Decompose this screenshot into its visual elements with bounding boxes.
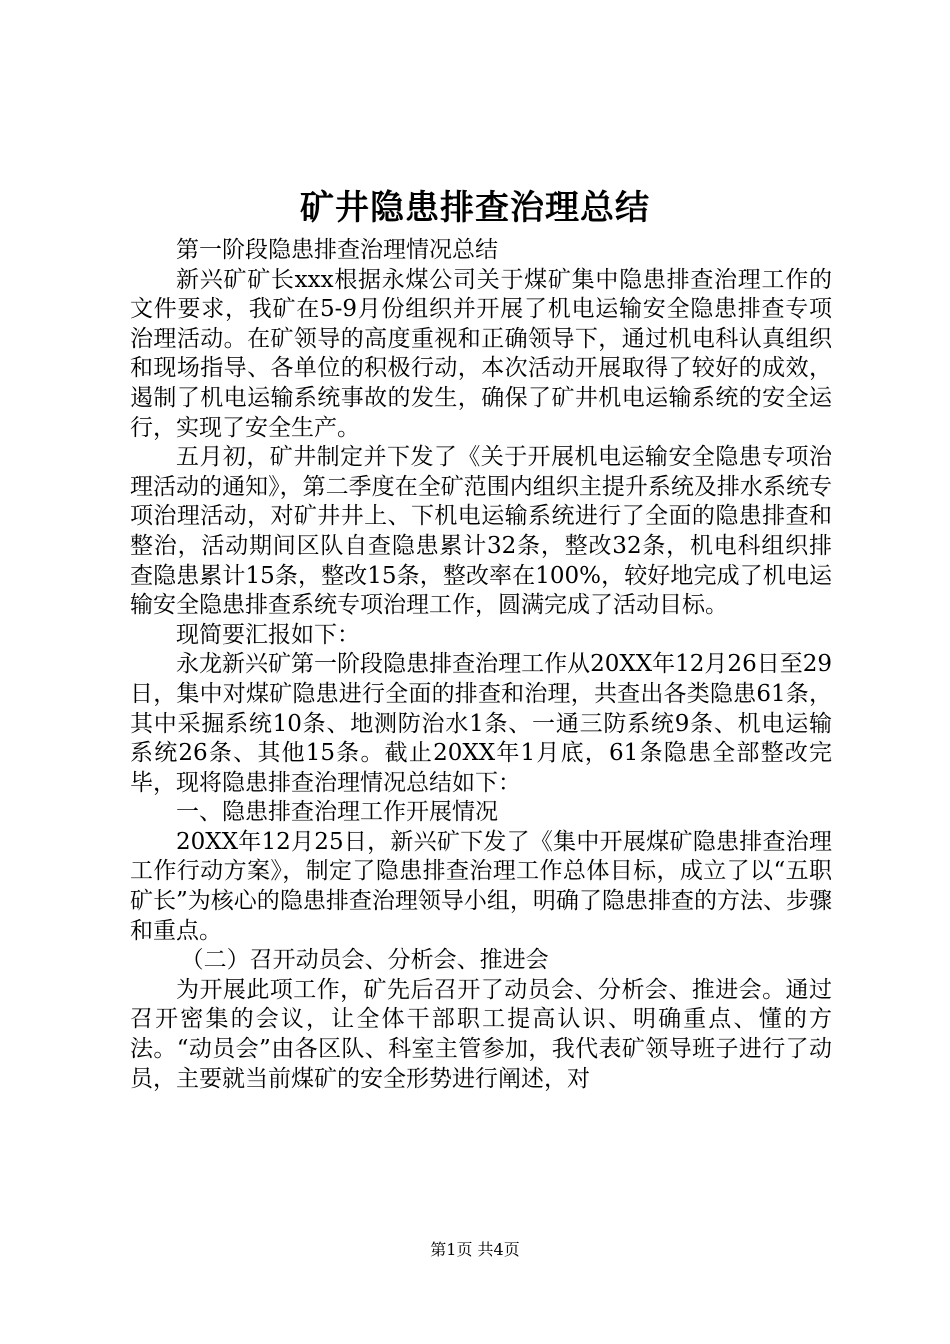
document-body bbox=[130, 236, 832, 1094]
body-paragraph: 20XX年12月25日，新兴矿下发了《集中开展煤矿隐患排查治理工作行动方案》，制定了隐患排查治理工作总体目标，成立了以“五职矿长”为核心的隐患排查治理领导小组，明确了隐患排查的方法、步骤和重点。 bbox=[130, 828, 832, 944]
body-paragraph: 为开展此项工作，矿先后召开了动员会、分析会、推进会。通过召开密集的会议，让全体干部职工提高认识、明确重点、懂的方法。“动员会”由各区队、科室主管参加，我代表矿领导班子进行了动员，主要就当前煤矿的安全形势进行阐述，对 bbox=[130, 976, 832, 1092]
body-paragraph: 永龙新兴矿第一阶段隐患排查治理工作从20XX年12月26日至29日，集中对煤矿隐患进行全面的排查和治理，共查出各类隐患61条，其中采掘系统10条、地测防治水1条、一通三防系统9条、机电运输系统26条、其他15条。截止20XX年1月底，61条隐患全部整改完毕，现将隐患排查治理情况总结如下： bbox=[130, 651, 832, 796]
section-heading: 一、隐患排查治理工作开展情况 bbox=[176, 799, 498, 826]
body-paragraph: 现简要汇报如下： bbox=[176, 621, 360, 648]
page-number: 第1页 共4页 bbox=[430, 1240, 520, 1259]
body-paragraph: 五月初，矿井制定并下发了《关于开展机电运输安全隐患专项治理活动的通知》，第二季度在全矿范围内组织主提升系统及排水系统专项治理活动，对矿井井上、下机电运输系统进行了全面的隐患排查和整治，活动期间区队自查隐患累计32条，整改32条，机电科组织排查隐患累计15条，整改15条，整改率在100%，较好地完成了机电运输安全隐患排查系统专项治理工作，圆满完成了活动目标。 bbox=[130, 444, 832, 619]
section-heading: （二）召开动员会、分析会、推进会 bbox=[180, 947, 549, 974]
page-title: 矿井隐患排查治理总结 bbox=[300, 188, 650, 228]
body-paragraph: 新兴矿矿长xxx根据永煤公司关于煤矿集中隐患排查治理工作的文件要求，我矿在5-9月份组织并开展了机电运输安全隐患排查专项治理活动。在矿领导的高度重视和正确领导下，通过机电科认真组织和现场指导、各单位的积极行动，本次活动开展取得了较好的成效，遏制了机电运输系统事故的发生，确保了矿井机电运输系统的安全运行，实现了安全生产。 bbox=[130, 266, 832, 441]
section-heading: 第一阶段隐患排查治理情况总结 bbox=[176, 237, 498, 263]
